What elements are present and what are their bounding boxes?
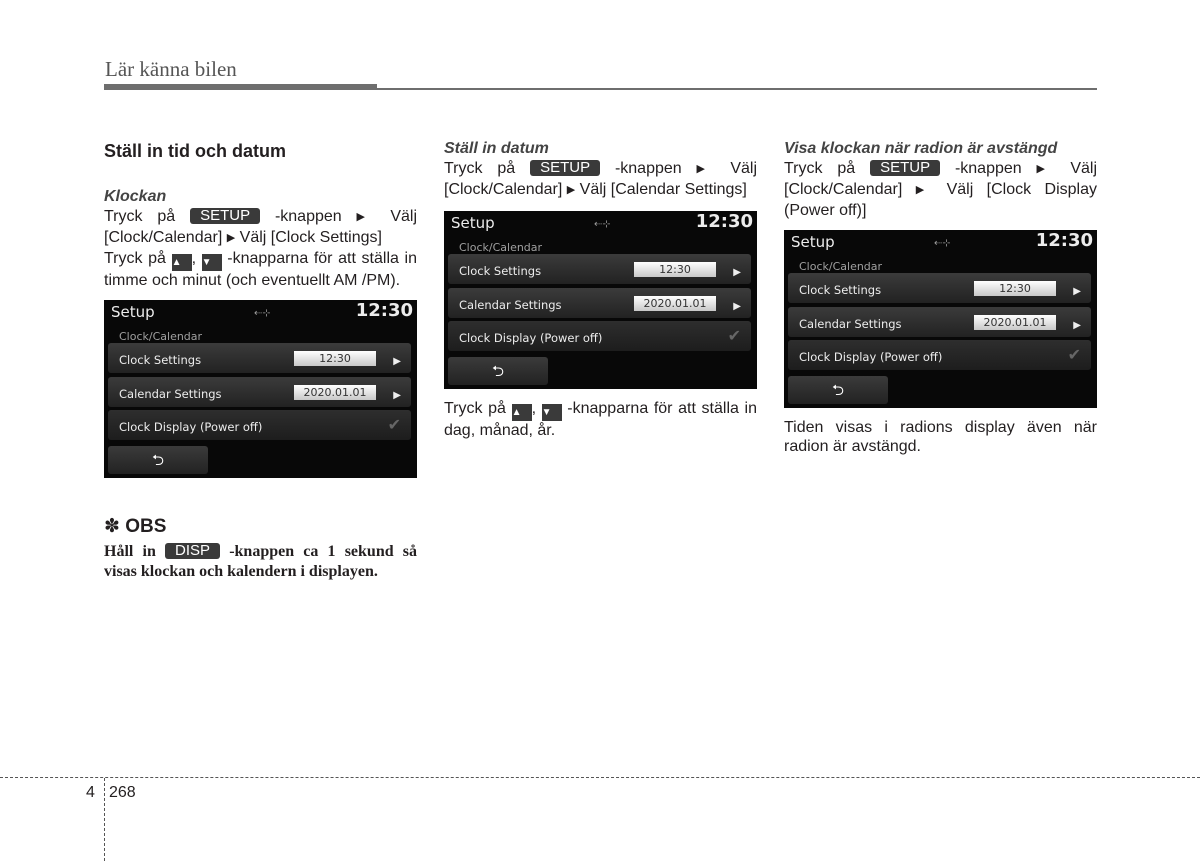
chevron-right-icon: ▶	[393, 390, 401, 401]
clock-value: 12:30	[974, 281, 1056, 296]
setup-screen-1	[104, 300, 417, 478]
adjust-paragraph: Tryck på ▲ , ▼ -knapparna för att ställa in dag, månad, år.	[444, 400, 757, 439]
chevron-right-icon: ▶	[393, 356, 401, 367]
down-key-icon: ▼	[542, 404, 562, 421]
arrow-right-icon: ▶	[1036, 163, 1056, 175]
adjust-paragraph: Tryck på ▲ , ▼ -knapparna för att ställa in timme och minut (och eventuellt AM /PM).	[104, 250, 417, 289]
column-3	[784, 139, 1097, 456]
calendar-value: 2020.01.01	[294, 385, 376, 400]
subtitle-date: Ställ in datum	[444, 140, 549, 157]
subtitle-clock: Klockan	[104, 188, 167, 205]
instruction-paragraph: Tryck på SETUP -knappen ▶ Välj [Clock/Calendar] ▶ Välj [Calendar Settings]	[444, 159, 757, 198]
column-2	[444, 139, 757, 440]
setup-button-icon: SETUP	[190, 208, 260, 224]
arrow-right-icon: ▶	[696, 163, 716, 175]
page-number: 268	[109, 784, 136, 801]
usb-icon: ⇠⊹	[934, 238, 951, 249]
chevron-right-icon: ▶	[733, 267, 741, 278]
arrow-right-icon: ▶	[915, 184, 934, 196]
check-icon: ✔	[1067, 345, 1081, 364]
footer-divider	[104, 778, 105, 861]
header-bar	[104, 84, 377, 90]
chevron-right-icon: ▶	[733, 301, 741, 312]
screen-clock: 12:30	[1035, 230, 1093, 251]
subtitle-display-off: Visa klockan när radion är avstängd	[784, 140, 1058, 157]
chapter-title: Lär känna bilen	[105, 57, 237, 81]
clock-value: 12:30	[294, 351, 376, 366]
clock-settings-row[interactable]: Clock Settings 12:30 ▶	[448, 254, 751, 284]
disp-button-icon: DISP	[165, 543, 220, 559]
screen-title: Setup	[451, 214, 495, 232]
setup-screen-3	[784, 230, 1097, 408]
usb-icon: ⇠⊹	[594, 219, 611, 230]
arrow-right-icon: ▶	[226, 232, 236, 244]
back-button[interactable]	[108, 446, 208, 474]
screen-clock: 12:30	[695, 211, 753, 232]
down-key-icon: ▼	[202, 254, 222, 271]
calendar-value: 2020.01.01	[974, 315, 1056, 330]
screen-title: Setup	[791, 233, 835, 251]
clock-settings-row[interactable]: Clock Settings 12:30 ▶	[108, 343, 411, 373]
result-paragraph: Tiden visas i radions display även när radion är avstängd.	[784, 419, 1097, 455]
chapter-number: 4	[86, 784, 95, 801]
footer-rule	[0, 777, 1200, 778]
screen-subtitle: Clock/Calendar	[799, 260, 883, 273]
setup-button-icon: SETUP	[870, 160, 940, 176]
arrow-right-icon: ▶	[356, 211, 376, 223]
clock-value: 12:30	[634, 262, 716, 277]
check-icon: ✔	[387, 415, 401, 434]
screen-subtitle: Clock/Calendar	[119, 330, 203, 343]
instruction-paragraph: Tryck på SETUP -knappen ▶ Välj [Clock/Calendar] ▶ Välj [Clock Settings]	[104, 207, 417, 246]
up-key-icon: ▲	[512, 404, 532, 421]
screen-subtitle: Clock/Calendar	[459, 241, 543, 254]
up-key-icon: ▲	[172, 254, 192, 271]
clock-settings-row[interactable]: Clock Settings 12:30 ▶	[788, 273, 1091, 303]
back-icon: ⮌	[491, 362, 504, 380]
calendar-settings-row[interactable]: Calendar Settings 2020.01.01 ▶	[108, 377, 411, 407]
calendar-settings-row[interactable]: Calendar Settings 2020.01.01 ▶	[448, 288, 751, 318]
back-icon: ⮌	[831, 381, 844, 399]
clock-display-row[interactable]: Clock Display (Power off) ✔	[448, 321, 751, 351]
calendar-value: 2020.01.01	[634, 296, 716, 311]
back-icon: ⮌	[151, 451, 164, 469]
header-rule	[377, 88, 1097, 90]
chevron-right-icon: ▶	[1073, 320, 1081, 331]
arrow-right-icon: ▶	[566, 184, 576, 196]
screen-title: Setup	[111, 303, 155, 321]
section-title: Ställ in tid och datum	[104, 141, 287, 161]
instruction-paragraph: Tryck på SETUP -knappen ▶ Välj [Clock/Calendar] ▶ Välj [Clock Display (Power off)]	[784, 159, 1097, 219]
clock-display-row[interactable]: Clock Display (Power off) ✔	[108, 410, 411, 440]
screen-clock: 12:30	[355, 300, 413, 321]
check-icon: ✔	[727, 326, 741, 345]
back-button[interactable]	[448, 357, 548, 385]
note-title: ✽ OBS	[104, 516, 167, 537]
back-button[interactable]	[788, 376, 888, 404]
usb-icon: ⇠⊹	[254, 308, 271, 319]
note-text: Håll in DISP -knappen ca 1 sekund så visas klockan och kalendern i displayen.	[104, 542, 418, 580]
setup-screen-2	[444, 211, 757, 389]
calendar-settings-row[interactable]: Calendar Settings 2020.01.01 ▶	[788, 307, 1091, 337]
chevron-right-icon: ▶	[1073, 286, 1081, 297]
clock-display-row[interactable]: Clock Display (Power off) ✔	[788, 340, 1091, 370]
column-1	[104, 140, 417, 582]
setup-button-icon: SETUP	[530, 160, 600, 176]
